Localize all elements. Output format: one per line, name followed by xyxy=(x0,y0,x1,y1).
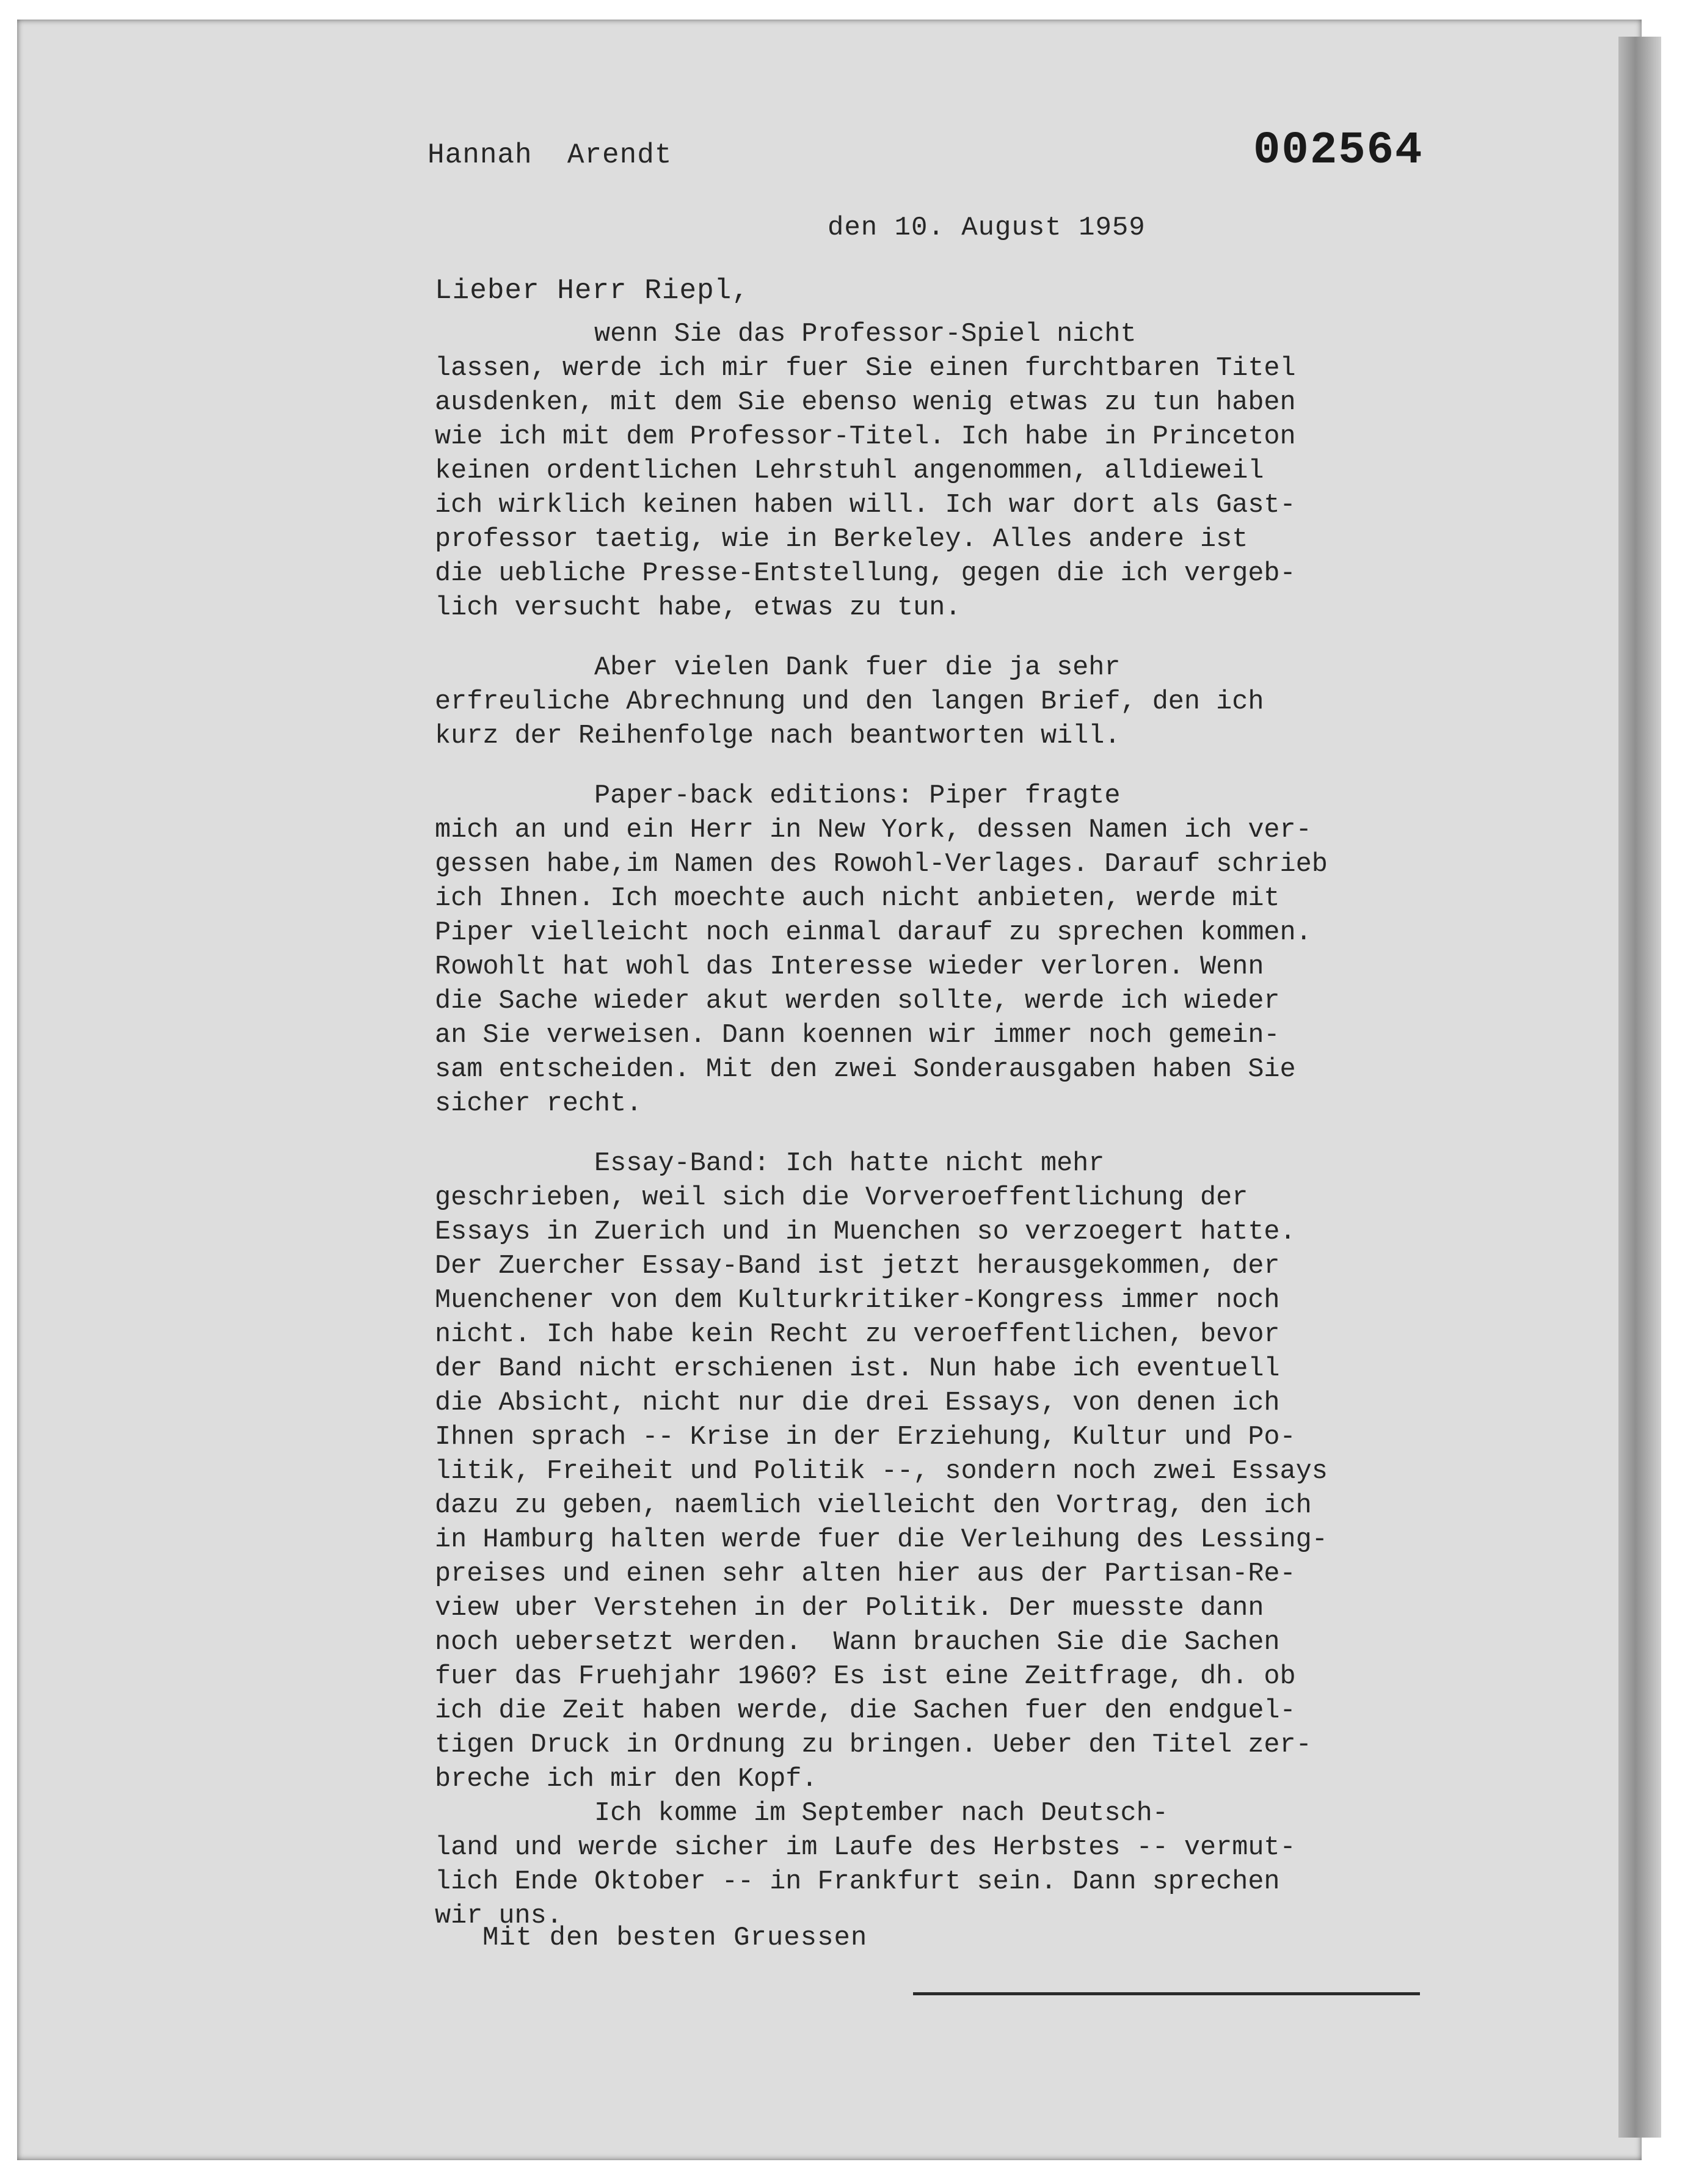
letter-line: geschrieben, weil sich die Vorveroeffentlichung der xyxy=(435,1183,1248,1213)
paragraph-gap xyxy=(435,625,1498,651)
letter-line: tigen Druck in Ordnung zu bringen. Ueber den Titel zer- xyxy=(435,1730,1312,1760)
letter-line: dazu zu geben, naemlich vielleicht den Vortrag, den ich xyxy=(435,1491,1312,1521)
letter-line: an Sie verweisen. Dann koennen wir immer noch gemein- xyxy=(435,1021,1280,1050)
letter-line: ich Ihnen. Ich moechte auch nicht anbieten, werde mit xyxy=(435,884,1280,914)
letter-line: sicher recht. xyxy=(435,1089,642,1119)
page-edge xyxy=(1618,37,1661,2138)
letter-line: Der Zuercher Essay-Band ist jetzt herausgekommen, der xyxy=(435,1251,1280,1281)
letter-line: lich versucht habe, etwas zu tun. xyxy=(435,593,961,623)
salutation: Lieber Herr Riepl, xyxy=(435,275,749,307)
letter-line: die Absicht, nicht nur die drei Essays, von denen ich xyxy=(435,1388,1280,1418)
letter-line: nicht. Ich habe kein Recht zu veroeffentlichen, bevor xyxy=(435,1320,1280,1350)
letter-line: wie ich mit dem Professor-Titel. Ich habe in Princeton xyxy=(435,422,1296,452)
letter-line: Essays in Zuerich und in Muenchen so verzoegert hatte. xyxy=(435,1217,1296,1247)
letter-line: view uber Verstehen in der Politik. Der muesste dann xyxy=(435,1593,1264,1623)
letter-body xyxy=(435,318,1498,1934)
letter-line: Essay-Band: Ich hatte nicht mehr xyxy=(435,1149,1105,1179)
letter-line: der Band nicht erschienen ist. Nun habe ich eventuell xyxy=(435,1354,1280,1384)
letter-line: lich Ende Oktober -- in Frankfurt sein. Dann sprechen xyxy=(435,1867,1280,1897)
letter-line: preises und einen sehr alten hier aus der Partisan-Re- xyxy=(435,1559,1296,1589)
letter-line: litik, Freiheit und Politik --, sondern noch zwei Essays xyxy=(435,1457,1328,1487)
letter-line: fuer das Fruehjahr 1960? Es ist eine Zeitfrage, dh. ob xyxy=(435,1662,1296,1692)
letter-line: Piper vielleicht noch einmal darauf zu sprechen kommen. xyxy=(435,918,1312,948)
signature-line xyxy=(913,1992,1420,1995)
letter-line: erfreuliche Abrechnung und den langen Brief, den ich xyxy=(435,687,1264,717)
letter-line: ich wirklich keinen haben will. Ich war dort als Gast- xyxy=(435,490,1296,520)
letter-line: gessen habe,im Namen des Rowohl-Verlages. Darauf schrieb xyxy=(435,850,1328,879)
letter-line: lassen, werde ich mir fuer Sie einen furchtbaren Titel xyxy=(435,354,1296,384)
paragraph-gap xyxy=(435,754,1498,779)
letter-line: professor taetig, wie in Berkeley. Alles andere ist xyxy=(435,525,1248,555)
letter-line: Aber vielen Dank fuer die ja sehr xyxy=(435,653,1121,683)
letter-line: wir uns. xyxy=(435,1901,562,1931)
letter-line: die uebliche Presse-Entstellung, gegen die ich vergeb- xyxy=(435,559,1296,589)
letter-line: noch uebersetzt werden. Wann brauchen Sie die Sachen xyxy=(435,1628,1280,1658)
letter-line: Paper-back editions: Piper fragte xyxy=(435,781,1121,811)
letter-line: land und werde sicher im Laufe des Herbstes -- vermut- xyxy=(435,1833,1296,1863)
letter-line: Rowohlt hat wohl das Interesse wieder verloren. Wenn xyxy=(435,952,1264,982)
letter-line: breche ich mir den Kopf. xyxy=(435,1764,818,1794)
sender-name: Hannah Arendt xyxy=(428,139,672,171)
letter-line: keinen ordentlichen Lehrstuhl angenommen, alldieweil xyxy=(435,456,1264,486)
closing: Mit den besten Gruessen xyxy=(482,1923,868,1953)
letter-line: Ich komme im September nach Deutsch- xyxy=(435,1799,1168,1829)
letter-line: wenn Sie das Professor-Spiel nicht xyxy=(435,319,1137,349)
letter-line: mich an und ein Herr in New York, dessen Namen ich ver- xyxy=(435,815,1312,845)
letter-line: die Sache wieder akut werden sollte, werde ich wieder xyxy=(435,986,1280,1016)
letter-line: kurz der Reihenfolge nach beantworten will. xyxy=(435,721,1121,751)
letter-line: sam entscheiden. Mit den zwei Sonderausgaben haben Sie xyxy=(435,1055,1296,1085)
letter-line: Ihnen sprach -- Krise in der Erziehung, Kultur und Po- xyxy=(435,1422,1296,1452)
letter-line: ausdenken, mit dem Sie ebenso wenig etwas zu tun haben xyxy=(435,388,1296,418)
letter-line: Muenchener von dem Kulturkritiker-Kongress immer noch xyxy=(435,1286,1280,1316)
letter-line: in Hamburg halten werde fuer die Verleihung des Lessing- xyxy=(435,1525,1328,1555)
letter-line: ich die Zeit haben werde, die Sachen fuer den endguel- xyxy=(435,1696,1296,1726)
document-number: 002564 xyxy=(1253,125,1424,177)
letter-date: den 10. August 1959 xyxy=(828,213,1146,243)
paragraph-gap xyxy=(435,1121,1498,1147)
